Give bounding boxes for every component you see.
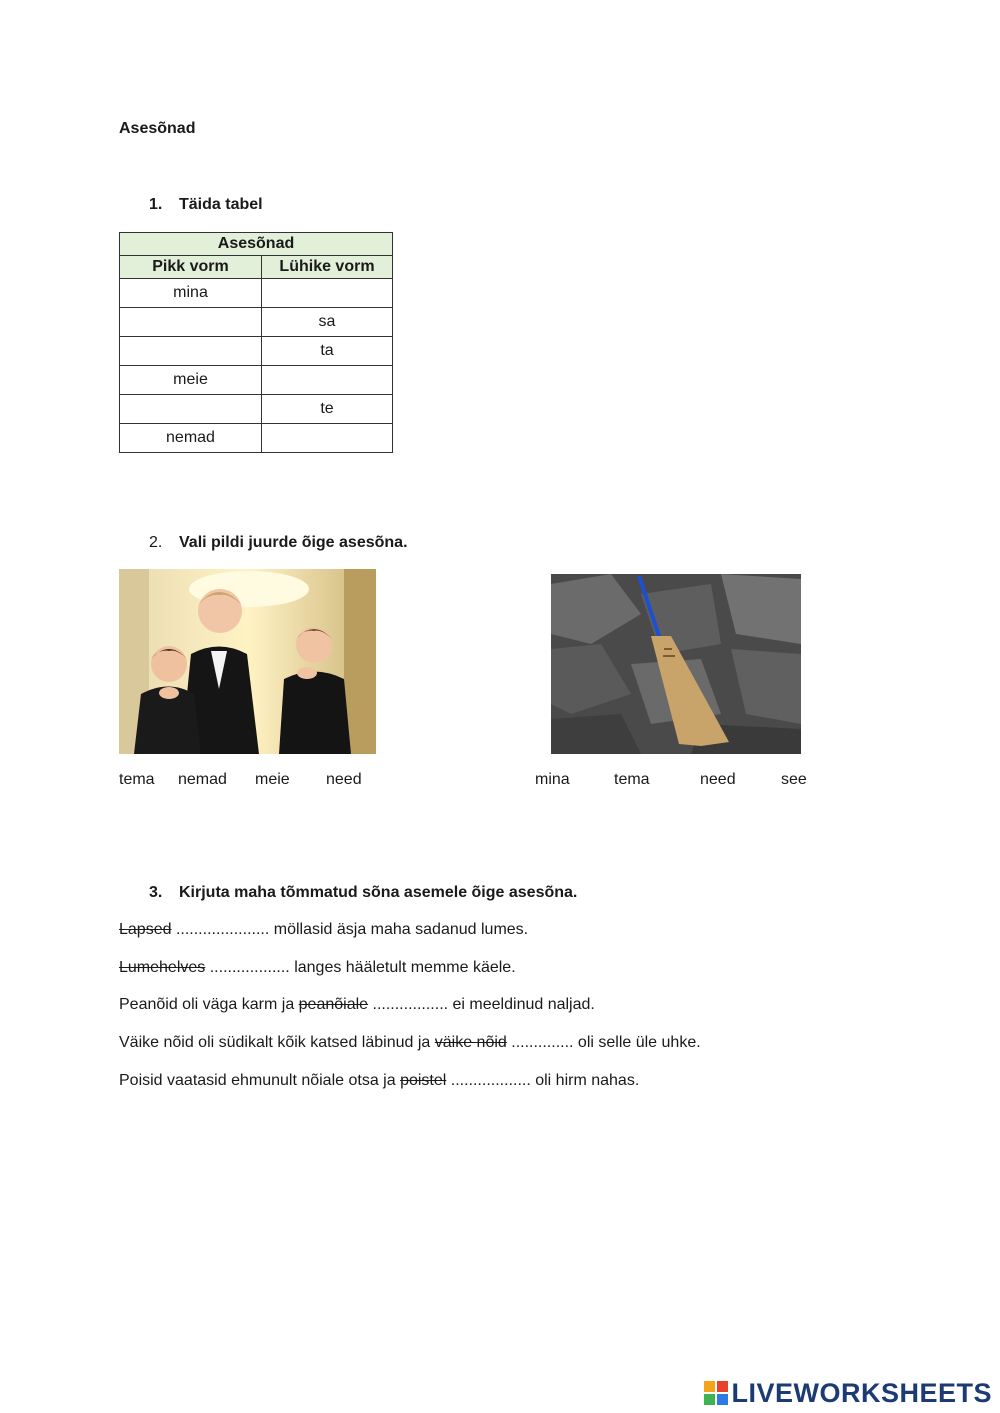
table-row <box>120 337 393 366</box>
option-right-1[interactable]: mina <box>535 771 570 788</box>
cell-long[interactable] <box>120 395 262 424</box>
liveworksheets-logo <box>704 1378 992 1408</box>
sentence-text: Väike nõid oli südikalt kõik katsed läbinud ja <box>119 1034 435 1051</box>
sentence-text: Poisid vaatasid ehmunult nõiale otsa ja <box>119 1072 401 1089</box>
sentence-text: möllasid äsja maha sadanud lumes. <box>273 921 529 938</box>
table-header: Asesõnad <box>120 233 393 256</box>
column-header-short: Lühike vorm <box>262 256 393 279</box>
sentence-text: oli hirm nahas. <box>535 1072 640 1089</box>
section-3-number: 3. <box>149 884 163 901</box>
cell-short[interactable] <box>262 424 393 453</box>
boys-photo <box>119 569 376 754</box>
sentence <box>119 921 528 939</box>
table-row <box>120 279 393 308</box>
cell-long: nemad <box>120 424 262 453</box>
struck-word: Lumehelves <box>119 959 206 976</box>
sentence <box>119 1034 701 1052</box>
answer-blank[interactable]: ..................... <box>171 921 274 938</box>
page-title: Asesõnad <box>119 120 196 137</box>
sentence-text: langes hääletult memme käele. <box>294 959 516 976</box>
sentence-text: ei meeldinud naljad. <box>452 996 595 1013</box>
logo-icon <box>704 1381 728 1405</box>
sentence <box>119 1072 639 1090</box>
cell-short[interactable] <box>262 279 393 308</box>
broom-photo <box>551 574 801 754</box>
answer-blank[interactable]: .................. <box>205 959 295 976</box>
option-left-3[interactable]: meie <box>255 771 290 788</box>
cell-long: mina <box>120 279 262 308</box>
cell-long: meie <box>120 366 262 395</box>
option-right-3[interactable]: need <box>700 771 736 788</box>
pronoun-table <box>119 232 393 453</box>
sentence-text: oli selle üle uhke. <box>577 1034 701 1051</box>
answer-blank[interactable]: .................. <box>446 1072 536 1089</box>
struck-word: poistel <box>400 1072 447 1089</box>
section-3-heading <box>149 884 577 902</box>
sentence-text: Peanõid oli väga karm ja <box>119 996 299 1013</box>
column-header-long: Pikk vorm <box>120 256 262 279</box>
answer-blank[interactable]: ................. <box>368 996 453 1013</box>
option-left-1[interactable]: tema <box>119 771 155 788</box>
section-2-number: 2. <box>149 534 163 551</box>
cell-short[interactable] <box>262 366 393 395</box>
struck-word: Lapsed <box>119 921 172 938</box>
sentence <box>119 959 516 977</box>
struck-word: väike nõid <box>434 1034 507 1051</box>
answer-blank[interactable]: .............. <box>506 1034 578 1051</box>
table-row <box>120 308 393 337</box>
sentence <box>119 996 595 1014</box>
table-row <box>120 395 393 424</box>
cell-short: sa <box>262 308 393 337</box>
cell-long[interactable] <box>120 337 262 366</box>
option-right-4[interactable]: see <box>781 771 807 788</box>
option-left-4[interactable]: need <box>326 771 362 788</box>
table-row <box>120 366 393 395</box>
section-1-title: Täida tabel <box>179 196 263 213</box>
section-1-heading <box>149 196 263 214</box>
cell-long[interactable] <box>120 308 262 337</box>
section-1-number: 1. <box>149 196 163 213</box>
logo-text: LIVEWORKSHEETS <box>731 1377 992 1408</box>
section-3-title: Kirjuta maha tõmmatud sõna asemele õige asesõna. <box>179 884 578 901</box>
cell-short: ta <box>262 337 393 366</box>
section-2-title: Vali pildi juurde õige asesõna. <box>179 534 408 551</box>
struck-word: peanõiale <box>298 996 369 1013</box>
table-row <box>120 424 393 453</box>
cell-short: te <box>262 395 393 424</box>
option-left-2[interactable]: nemad <box>178 771 227 788</box>
option-right-2[interactable]: tema <box>614 771 650 788</box>
section-2-heading <box>149 534 408 552</box>
